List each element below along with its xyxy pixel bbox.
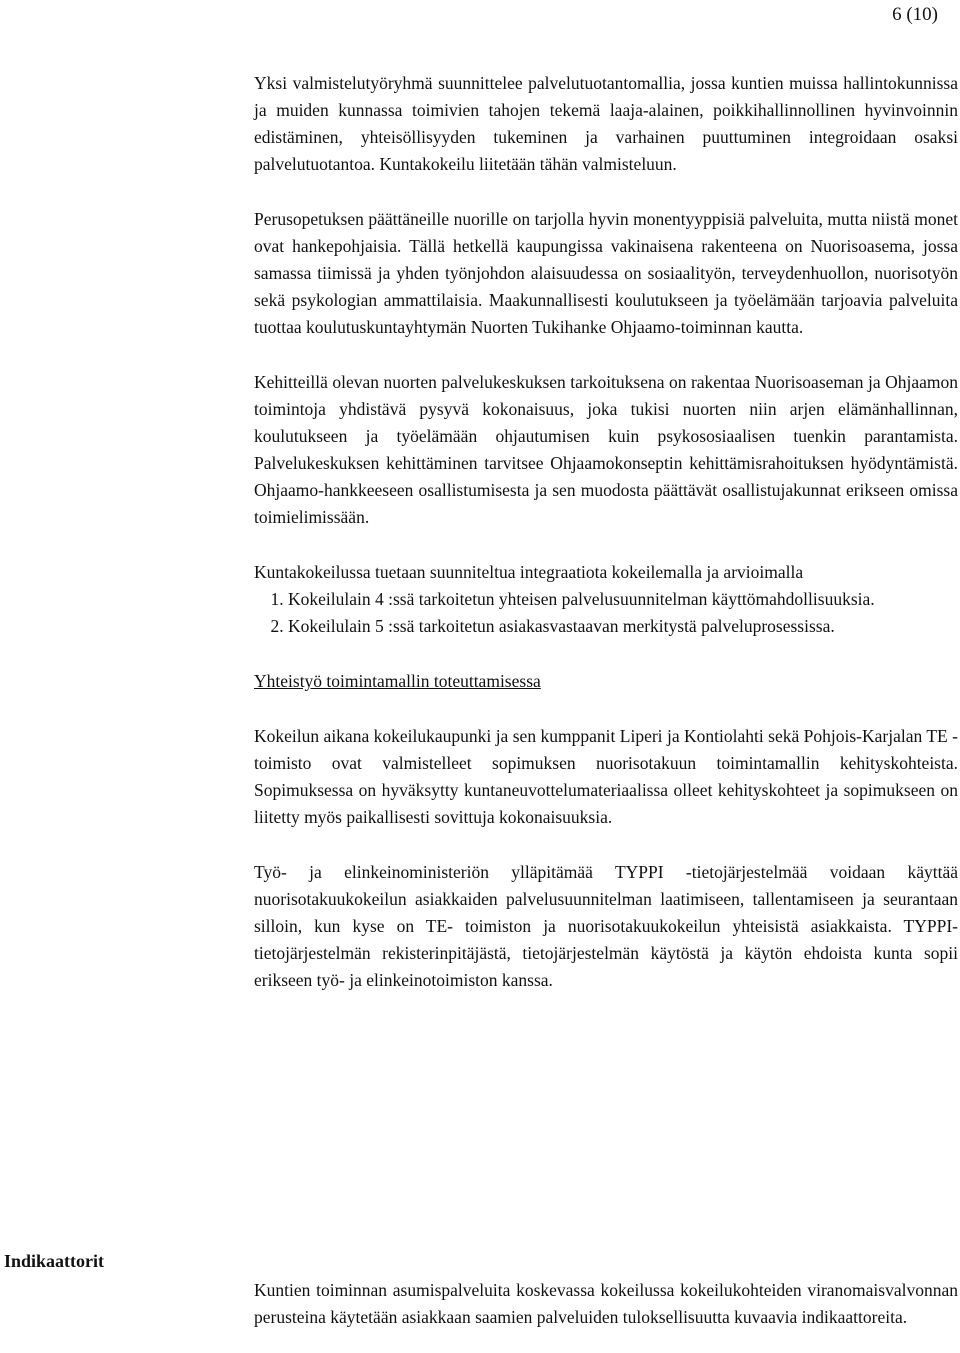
paragraph-3: Kehitteillä olevan nuorten palvelukeskuksen tarkoituksena on rakentaa Nuorisoaseman ja Ohjaamon toimintoja yhdistävä pysyvä kokonaisuus, joka tukisi nuorten niin arjen elämänhallinnan, koulutukseen ja työelämään ohjautumisen kuin psykososiaalisen tuenkin parantamista. Palvelukeskuksen kehittäminen tarvitsee Ohjaamokonseptin kehittämisrahoituksen hyödyntämistä. Ohjaamo-hankkeeseen osallistumisesta ja sen muodosta päättävät osallistujakunnat erikseen omissa toimielimissään. <box>254 372 958 527</box>
side-label-indicators: Indikaattorit <box>4 1251 105 1271</box>
paragraph-5: Kokeilun aikana kokeilukaupunki ja sen kumppanit Liperi ja Kontiolahti sekä Pohjois-Karjalan TE -toimisto ovat valmistelleet sopimuksen nuorisotakuun toimintamallin kehityskohteista. Sopimuksessa on hyväksytty kuntaneuvottelumateriaalissa olleet kehityskohteet ja sopimukseen on liitetty myös paikallisesti sovittuja kokonaisuuksia. <box>254 726 958 827</box>
list-item-text: Kokeilulain 5 :ssä tarkoitetun asiakasvastaavan merkitystä palveluprosessissa. <box>288 616 835 636</box>
list-item-text: Kokeilulain 4 :ssä tarkoitetun yhteisen palvelusuunnitelman käyttömahdollisuuksia. <box>288 589 875 609</box>
indicator-paragraph: Kuntien toiminnan asumispalveluita koskevassa kokeilussa kokeilukohteiden viranomaisvalvonnan perusteina käytetään asiakkaan saamien palveluiden tuloksellisuutta kuvaavia indikaattoreita. <box>254 1280 958 1327</box>
paragraph-1: Yksi valmistelutyöryhmä suunnittelee palvelutuotantomallia, jossa kuntien muissa hallintokunnissa ja muiden kunnassa toimivien tahojen tekemä laaja-alainen, poikkihallinnollinen hyvinvoinnin edistäminen, yhteisöllisyyden tukeminen ja varhainen puuttuminen integroidaan osaksi palvelutuotantoa. Kuntakokeilu liitetään tähän valmisteluun. <box>254 73 958 174</box>
document-body <box>254 70 958 1022</box>
page-number: 6 (10) <box>892 4 938 25</box>
list-item <box>288 586 958 613</box>
list-item <box>288 613 958 640</box>
paragraph-6: Työ- ja elinkeinoministeriön ylläpitämää TYPPI -tietojärjestelmää voidaan käyttää nuorisotakuukokeilun asiakkaiden palvelusuunnitelman laatimiseen, tallentamiseen ja seurantaan silloin, kun kyse on TE- toimiston ja nuorisotakuukokeilun yhteisistä asiakkaista. TYPPI- tietojärjestelmän rekisterinpitäjästä, tietojärjestelmän käytöstä ja käytön ehdoista kunta sopii erikseen työ- ja elinkeinotoimiston kanssa. <box>254 862 958 990</box>
numbered-list <box>254 586 958 640</box>
section-heading: Yhteistyö toimintamallin toteuttamisessa <box>254 671 541 691</box>
paragraph-2: Perusopetuksen päättäneille nuorille on tarjolla hyvin monentyyppisiä palveluita, mutta niistä monet ovat hankepohjaisia. Tällä hetkellä kaupungissa vakinaisena rakenteena on Nuorisoasema, jossa samassa tiimissä ja yhden työnjohdon alaisuudessa on sosiaalityön, terveydenhuollon, nuorisotyön sekä psykologian ammattilaisia. Maakunnallisesti koulutukseen ja työelämään tarjoavia palveluita tuottaa koulutuskuntayhtymän Nuorten Tukihanke Ohjaamo-toiminnan kautta. <box>254 209 958 337</box>
paragraph-4-intro: Kuntakokeilussa tuetaan suunniteltua integraatiota kokeilemalla ja arvioimalla <box>254 562 804 582</box>
